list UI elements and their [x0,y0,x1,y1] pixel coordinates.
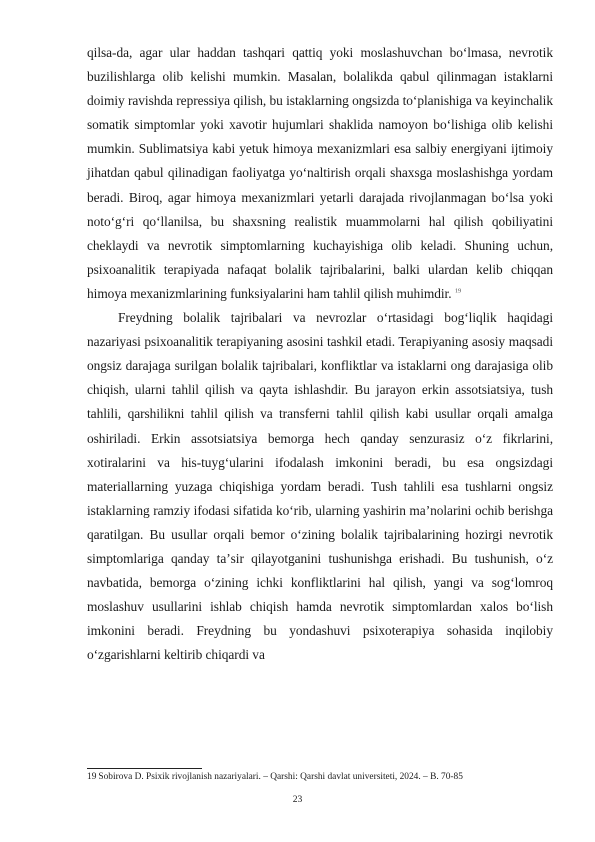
body-text [87,41,553,667]
paragraph-2-text: Freydning bolalik tajribalari va nevrozlar oʻrtasidagi bogʻliqlik haqidagi nazariyasi psixoanalitik terapiyaning asosini tashkil etadi. Terapiyaning asosiy maqsadi ongsiz darajaga surilgan bolalik tajribalari, konfliktlar va istaklarni ong darajasiga olib chiqish, ularni tahlil qilish va qayta ishlashdir. Bu jarayon erkin assotsiatsiya, tush tahlili, qarshilikni tahlil qilish va transferni tahlil qilish kabi usullar orqali amalga oshiriladi. Erkin assotsiatsiya bemorga hech qanday senzurasiz oʻz fikrlarini, xotiralarini va his-tuygʻularini ifodalash imkonini beradi, bu esa ongsizdagi materiallarning yuzaga chiqishiga yordam beradi. Tush tahlili esa tushlarni ongsiz istaklarning ramziy ifodasi sifatida koʻrib, ularning yashirin maʼnolarini ochib berishga qaratilgan. Bu usullar orqali bemor oʻzining bolalik tajribalarining hozirgi nevrotik simptomlariga qanday taʼsir qilayotganini tushunishga erishadi. Bu tushunish, oʻz navbatida, bemorga oʻzining ichki konfliktlarini hal qilish, yangi va sogʻlomroq moslashuv usullarini ishlab chiqish hamda nevrotik simptomlardan xalos boʻlish imkonini beradi. Freydning bu yondashuvi psixoterapiya sohasida inqilobiy oʻzgarishlarni keltirib chiqardi va [87,310,553,663]
page-number: 23 [292,794,303,805]
paragraph-1-text: qilsa-da, agar ular haddan tashqari qattiq yoki moslashuvchan boʻlmasa, nevrotik buzilishlarga olib kelishi mumkin. Masalan, bolalikda qabul qilinmagan istaklarni doimiy ravishda repressiya qilish, bu istaklarning ongsizda toʻplanishiga va keyinchalik somatik simptomlar yoki xavotir hujumlari shaklida namoyon boʻlishiga olib kelishi mumkin. Sublimatsiya kabi yetuk himoya mexanizmlari esa salbiy energiyani ijtimoiy jihatdan qabul qilinadigan faoliyatga yoʻnaltirish orqali shaxsga moslashishga yordam beradi. Biroq, agar himoya mexanizmlari yetarli darajada rivojlanmagan boʻlsa yoki notoʻgʻri qoʻllanilsa, bu shaxsning realistik muammolarni hal qilish qobiliyatini cheklaydi va nevrotik simptomlarning kuchayishiga olib keladi. Shuning uchun, psixoanalitik terapiyada nafaqat bolalik tajribalarini, balki ulardan kelib chiqqan himoya mexanizmlarining funksiyalarini ham tahlil qilish muhimdir. [87,45,553,301]
paragraph-1 [87,41,553,306]
footnote-text: Sobirova D. Psixik rivojlanish nazariyalari. – Qarshi: Qarshi davlat universiteti, 2024. – B. 70-85 [98,772,463,782]
footnote-number: 19 [87,772,97,782]
footnote [87,771,557,783]
footnote-separator [87,768,202,769]
paragraph-2 [87,306,553,667]
footnote-reference[interactable]: 19 [454,287,462,295]
